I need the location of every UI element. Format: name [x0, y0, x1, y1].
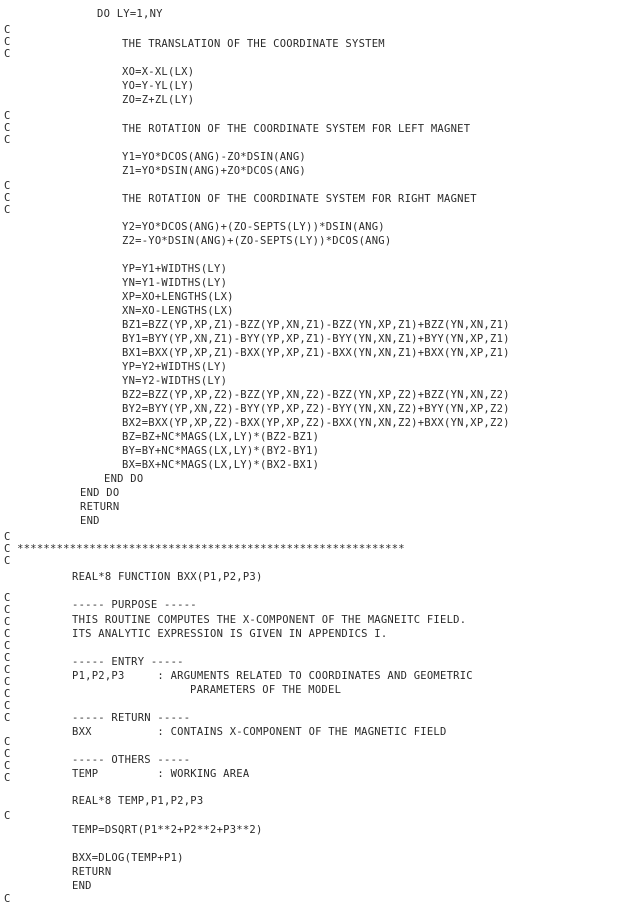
code-line: YN=Y1-WIDTHS(LY) [122, 277, 228, 289]
comment-marker: C [4, 110, 11, 122]
comment-line: PARAMETERS OF THE MODEL [190, 684, 342, 696]
code-line: XP=XO+LENGTHS(LX) [122, 291, 234, 303]
code-line: Y1=YO*DCOS(ANG)-ZO*DSIN(ANG) [122, 151, 307, 163]
code-line: Z2=-YO*DSIN(ANG)+(ZO-SEPTS(LY))*DCOS(ANG) [122, 235, 392, 247]
code-line: TEMP=DSQRT(P1**2+P2**2+P3**2) [72, 824, 263, 836]
comment-marker: C [4, 36, 11, 48]
code-line: RETURN [80, 501, 120, 513]
comment-line: THE ROTATION OF THE COORDINATE SYSTEM FOR LEFT MAGNET [122, 123, 471, 135]
comment-line: ----- RETURN ----- [72, 712, 191, 724]
code-line: BX2=BXX(YP,XP,Z2)-BXX(YP,XP,Z2)-BXX(YN,XN,Z2)+BXX(YN,XP,Z2) [122, 417, 510, 429]
comment-marker: C [4, 736, 11, 748]
comment-line: P1,P2,P3 : ARGUMENTS RELATED TO COORDINATES AND GEOMETRIC [72, 670, 473, 682]
comment-line: ITS ANALYTIC EXPRESSION IS GIVEN IN APPENDICS I. [72, 628, 388, 640]
comment-marker: C [4, 134, 11, 146]
comment-line: TEMP : WORKING AREA [72, 768, 250, 780]
comment-marker: C [4, 555, 11, 567]
comment-marker: C [4, 700, 11, 712]
code-line: ZO=Z+ZL(LY) [122, 94, 195, 106]
comment-marker: C [4, 24, 11, 36]
comment-marker: C [4, 772, 11, 784]
code-line: BX1=BXX(YP,XP,Z1)-BXX(YP,XP,Z1)-BXX(YN,XN,Z1)+BXX(YN,XP,Z1) [122, 347, 510, 359]
code-line: BZ2=BZZ(YP,XP,Z2)-BZZ(YP,XN,Z2)-BZZ(YN,XP,Z2)+BZZ(YN,XN,Z2) [122, 389, 510, 401]
comment-marker: C [4, 712, 11, 724]
comment-marker: C [4, 664, 11, 676]
comment-marker: C [4, 628, 11, 640]
comment-marker: C [4, 604, 11, 616]
comment-marker: C [4, 760, 11, 772]
comment-marker: C [4, 180, 11, 192]
code-line: BY1=BYY(YP,XN,Z1)-BYY(YP,XP,Z1)-BYY(YN,XN,Z1)+BYY(YN,XP,Z1) [122, 333, 510, 345]
code-line: BY=BY+NC*MAGS(LX,LY)*(BY2-BY1) [122, 445, 320, 457]
comment-line: BXX : CONTAINS X-COMPONENT OF THE MAGNETIC FIELD [72, 726, 447, 738]
code-line: END [72, 880, 92, 892]
code-line: END DO [80, 487, 120, 499]
comment-marker: C [4, 48, 11, 60]
comment-line: THE TRANSLATION OF THE COORDINATE SYSTEM [122, 38, 385, 50]
separator-line: C *********************************************************** [4, 543, 405, 555]
comment-line: ----- PURPOSE ----- [72, 599, 197, 611]
code-line: YN=Y2-WIDTHS(LY) [122, 375, 228, 387]
comment-marker: C [4, 676, 11, 688]
code-line: END [80, 515, 100, 527]
code-line: REAL*8 TEMP,P1,P2,P3 [72, 795, 204, 807]
code-line: REAL*8 FUNCTION BXX(P1,P2,P3) [72, 571, 263, 583]
code-line: XN=XO-LENGTHS(LX) [122, 305, 234, 317]
comment-marker: C [4, 192, 11, 204]
comment-marker: C [4, 893, 11, 905]
code-line: DO LY=1,NY [97, 8, 163, 20]
code-line: BY2=BYY(YP,XN,Z2)-BYY(YP,XP,Z2)-BYY(YN,XN,Z2)+BYY(YN,XP,Z2) [122, 403, 510, 415]
comment-marker: C [4, 652, 11, 664]
comment-line: ----- OTHERS ----- [72, 754, 191, 766]
code-line: RETURN [72, 866, 112, 878]
code-line: BZ1=BZZ(YP,XP,Z1)-BZZ(YP,XN,Z1)-BZZ(YN,XP,Z1)+BZZ(YN,XN,Z1) [122, 319, 510, 331]
comment-line: ----- ENTRY ----- [72, 656, 184, 668]
comment-line: THE ROTATION OF THE COORDINATE SYSTEM FOR RIGHT MAGNET [122, 193, 477, 205]
comment-marker: C [4, 592, 11, 604]
code-line: YP=Y2+WIDTHS(LY) [122, 361, 228, 373]
comment-marker: C [4, 748, 11, 760]
comment-marker: C [4, 688, 11, 700]
code-line: BX=BX+NC*MAGS(LX,LY)*(BX2-BX1) [122, 459, 320, 471]
code-line: Z1=YO*DSIN(ANG)+ZO*DCOS(ANG) [122, 165, 307, 177]
code-line: Y2=YO*DCOS(ANG)+(ZO-SEPTS(LY))*DSIN(ANG) [122, 221, 385, 233]
comment-marker: C [4, 531, 11, 543]
code-line: XO=X-XL(LX) [122, 66, 195, 78]
comment-marker: C [4, 204, 11, 216]
code-line: END DO [104, 473, 144, 485]
comment-marker: C [4, 640, 11, 652]
comment-line: THIS ROUTINE COMPUTES THE X-COMPONENT OF THE MAGNEITC FIELD. [72, 614, 467, 626]
comment-marker: C [4, 122, 11, 134]
code-line: YO=Y-YL(LY) [122, 80, 195, 92]
comment-marker: C [4, 810, 11, 822]
code-line: BZ=BZ+NC*MAGS(LX,LY)*(BZ2-BZ1) [122, 431, 320, 443]
code-line: BXX=DLOG(TEMP+P1) [72, 852, 184, 864]
comment-marker: C [4, 616, 11, 628]
code-line: YP=Y1+WIDTHS(LY) [122, 263, 228, 275]
